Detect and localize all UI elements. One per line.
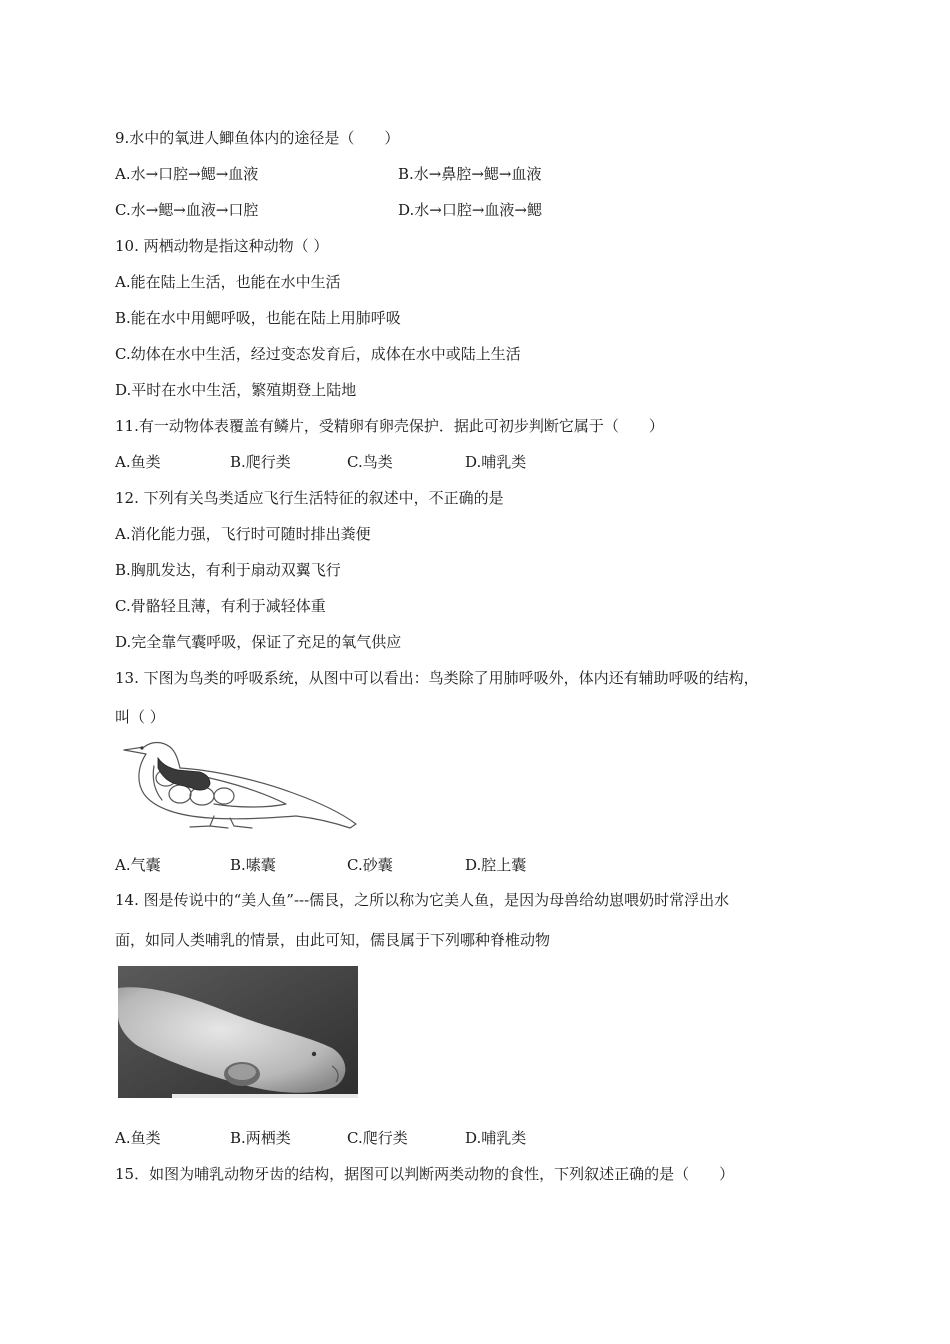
q12-option-a: A.消化能力强，飞行时可随时排出粪便 (115, 525, 371, 543)
q15-stem: 15．如图为哺乳动物牙齿的结构，据图可以判断两类动物的食性，下列叙述正确的是（ ） (115, 1165, 735, 1183)
bird-respiratory-figure (118, 738, 364, 834)
q11-stem: 11.有一动物体表覆盖有鳞片，受精卵有卵壳保护．据此可初步判断它属于（ ） (115, 417, 664, 435)
q14-option-b: B.两栖类 (230, 1129, 291, 1147)
q13-option-b: B.嗉囊 (230, 856, 276, 874)
q12-option-d: D.完全靠气囊呼吸，保证了充足的氧气供应 (115, 633, 402, 651)
q10-option-d: D.平时在水中生活，繁殖期登上陆地 (115, 381, 357, 399)
q9-stem: 9.水中的氧进人鲫鱼体内的途径是（ ） (115, 129, 400, 147)
q14-option-d: D.哺乳类 (465, 1129, 527, 1147)
q9-option-a: A.水→口腔→鳃→血液 (115, 165, 259, 183)
q13-stem-line1: 13. 下图为鸟类的呼吸系统，从图中可以看出：鸟类除了用肺呼吸外，体内还有辅助呼吸的结构， (115, 669, 759, 687)
q13-option-c: C.砂囊 (347, 856, 393, 874)
q11-option-b: B.爬行类 (230, 453, 291, 471)
q9-option-c: C.水→鳃→血液→口腔 (115, 201, 259, 219)
q10-option-c: C.幼体在水中生活，经过变态发育后，成体在水中或陆上生活 (115, 345, 521, 363)
q10-option-b: B.能在水中用鳃呼吸，也能在陆上用肺呼吸 (115, 309, 401, 327)
q12-option-c: C.骨骼轻且薄，有利于减轻体重 (115, 597, 326, 615)
dugong-photo (118, 966, 358, 1098)
q9-option-d: D.水→口腔→血液→鳃 (398, 201, 542, 219)
q11-option-d: D.哺乳类 (465, 453, 527, 471)
q9-option-b: B.水→鼻腔→鳃→血液 (398, 165, 542, 183)
q13-option-a: A.气囊 (115, 856, 161, 874)
q10-option-a: A.能在陆上生活，也能在水中生活 (115, 273, 341, 291)
q14-stem-line1: 14. 图是传说中的“美人鱼”---儒艮，之所以称为它美人鱼，是因为母兽给幼崽喂奶时常浮出水 (115, 891, 730, 909)
q13-stem-line2: 叫（ ） (115, 708, 165, 726)
q11-option-a: A.鱼类 (115, 453, 161, 471)
q14-option-c: C.爬行类 (347, 1129, 408, 1147)
q13-option-d: D.腔上囊 (465, 856, 527, 874)
q11-option-c: C.鸟类 (347, 453, 393, 471)
q14-stem-line2: 面，如同人类哺乳的情景，由此可知，儒艮属于下列哪种脊椎动物 (115, 931, 551, 949)
q12-stem: 12. 下列有关鸟类适应飞行生活特征的叙述中，不正确的是 (115, 489, 504, 507)
q14-option-a: A.鱼类 (115, 1129, 161, 1147)
q12-option-b: B.胸肌发达，有利于扇动双翼飞行 (115, 561, 341, 579)
q10-stem: 10. 两栖动物是指这种动物（ ） (115, 237, 329, 255)
